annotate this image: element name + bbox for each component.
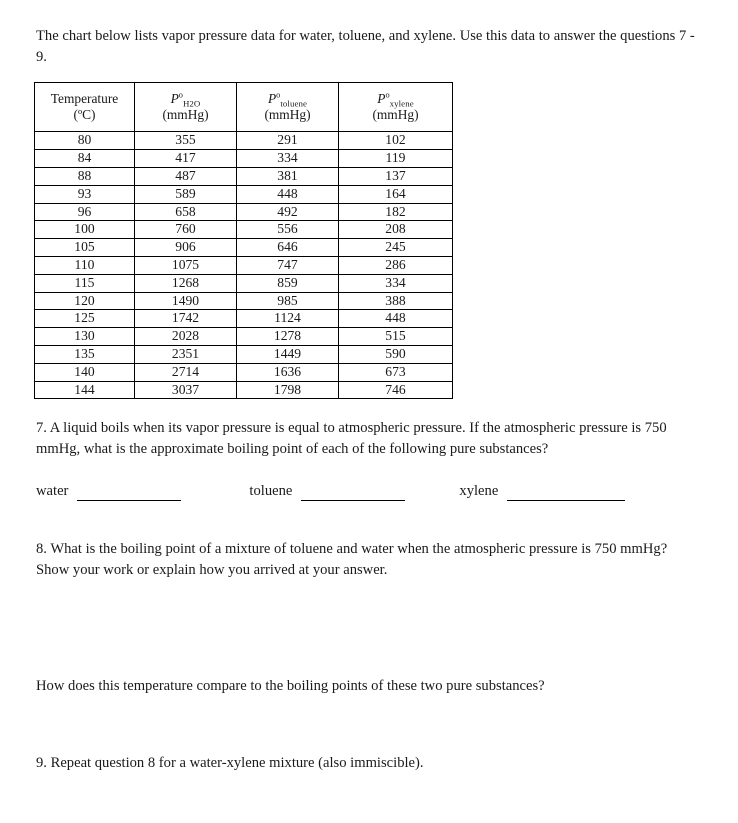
column-header-xylene <box>339 83 453 132</box>
cell-toluene-pressure: 985 <box>237 292 339 310</box>
cell-temperature: 93 <box>35 185 135 203</box>
cell-toluene-pressure: 1278 <box>237 328 339 346</box>
table-header-row <box>35 83 453 132</box>
cell-toluene-pressure: 747 <box>237 257 339 275</box>
answer-field-water <box>36 483 181 501</box>
cell-xylene-pressure: 334 <box>339 274 453 292</box>
table-row <box>35 203 453 221</box>
table-row <box>35 328 453 346</box>
table-row <box>35 310 453 328</box>
cell-water-pressure: 2028 <box>135 328 237 346</box>
question-7-block <box>36 418 720 500</box>
column-header-toluene-symbol <box>239 91 336 108</box>
question-8-text: 8. What is the boiling point of a mixture of toluene and water when the atmospheric pressure is 750 mmHg? Show your work or explain how you arrived at your answer. <box>36 540 668 578</box>
cell-xylene-pressure: 673 <box>339 363 453 381</box>
table-row <box>35 381 453 399</box>
table-row <box>35 274 453 292</box>
cell-temperature: 115 <box>35 274 135 292</box>
cell-temperature: 100 <box>35 221 135 239</box>
cell-temperature: 130 <box>35 328 135 346</box>
cell-xylene-pressure: 448 <box>339 310 453 328</box>
cell-toluene-pressure: 556 <box>237 221 339 239</box>
question-9-text: 9. Repeat question 8 for a water-xylene mixture (also immiscible). <box>36 754 424 771</box>
table-row <box>35 292 453 310</box>
cell-toluene-pressure: 291 <box>237 132 339 150</box>
cell-temperature: 88 <box>35 168 135 186</box>
answer-blank-xylene[interactable] <box>507 488 625 501</box>
column-header-toluene-units: (mmHg) <box>264 107 311 123</box>
cell-temperature: 105 <box>35 239 135 257</box>
intro-paragraph: The chart below lists vapor pressure data for water, toluene, and xylene. Use this data to answer the questions 7 - 9. <box>36 28 695 65</box>
table-row <box>35 150 453 168</box>
cell-toluene-pressure: 1449 <box>237 346 339 364</box>
answer-label-xylene: xylene <box>459 482 499 499</box>
cell-water-pressure: 658 <box>135 203 237 221</box>
cell-xylene-pressure: 164 <box>339 185 453 203</box>
pressure-symbol-base: P <box>170 90 179 106</box>
cell-temperature: 144 <box>35 381 135 399</box>
table-row <box>35 221 453 239</box>
answer-field-toluene <box>249 483 405 501</box>
column-header-temperature-line1: Temperature <box>50 90 119 106</box>
question-7-answer-row <box>36 483 720 501</box>
question-9-block <box>36 753 720 774</box>
answer-blank-water[interactable] <box>77 488 181 501</box>
cell-temperature: 140 <box>35 363 135 381</box>
vapor-pressure-table <box>34 82 453 399</box>
cell-water-pressure: 487 <box>135 168 237 186</box>
pressure-symbol-superscript: o <box>178 90 183 100</box>
question-7-text: 7. A liquid boils when its vapor pressure is equal to atmospheric pressure. If the atmospheric pressure is 750 mmHg, what is the approximate boiling point of each of the following pure substances? <box>36 420 667 458</box>
cell-water-pressure: 1268 <box>135 274 237 292</box>
cell-xylene-pressure: 515 <box>339 328 453 346</box>
pressure-symbol-superscript: o <box>385 90 390 100</box>
table-row <box>35 346 453 364</box>
cell-toluene-pressure: 492 <box>237 203 339 221</box>
cell-water-pressure: 1075 <box>135 257 237 275</box>
cell-toluene-pressure: 859 <box>237 274 339 292</box>
cell-water-pressure: 1490 <box>135 292 237 310</box>
question-8-followup-text: How does this temperature compare to the boiling points of these two pure substances? <box>36 678 545 695</box>
cell-toluene-pressure: 448 <box>237 185 339 203</box>
column-header-temperature <box>35 83 135 132</box>
column-header-water-symbol <box>137 91 234 108</box>
table-row <box>35 257 453 275</box>
cell-toluene-pressure: 1798 <box>237 381 339 399</box>
pressure-symbol-subscript: toluene <box>280 98 308 109</box>
vapor-pressure-table-wrapper <box>34 82 720 399</box>
cell-temperature: 125 <box>35 310 135 328</box>
cell-xylene-pressure: 245 <box>339 239 453 257</box>
cell-water-pressure: 417 <box>135 150 237 168</box>
pressure-symbol-base: P <box>267 90 277 106</box>
answer-label-toluene: toluene <box>249 482 293 499</box>
pressure-symbol-subscript: H2O <box>182 98 201 109</box>
cell-temperature: 135 <box>35 346 135 364</box>
table-row <box>35 168 453 186</box>
column-header-xylene-units: (mmHg) <box>372 107 419 123</box>
cell-temperature: 80 <box>35 132 135 150</box>
cell-temperature: 84 <box>35 150 135 168</box>
table-row <box>35 239 453 257</box>
cell-temperature: 110 <box>35 257 135 275</box>
cell-xylene-pressure: 286 <box>339 257 453 275</box>
cell-temperature: 96 <box>35 203 135 221</box>
cell-water-pressure: 3037 <box>135 381 237 399</box>
cell-xylene-pressure: 590 <box>339 346 453 364</box>
cell-water-pressure: 2351 <box>135 346 237 364</box>
cell-water-pressure: 906 <box>135 239 237 257</box>
question-8-followup-block <box>36 676 720 697</box>
cell-xylene-pressure: 137 <box>339 168 453 186</box>
cell-toluene-pressure: 334 <box>237 150 339 168</box>
question-8-block <box>36 539 720 580</box>
answer-label-water: water <box>36 482 69 499</box>
cell-xylene-pressure: 388 <box>339 292 453 310</box>
table-header <box>35 83 453 132</box>
answer-field-xylene <box>459 483 625 501</box>
cell-xylene-pressure: 208 <box>339 221 453 239</box>
column-header-toluene <box>237 83 339 132</box>
table-row <box>35 185 453 203</box>
table-row <box>35 132 453 150</box>
cell-toluene-pressure: 1124 <box>237 310 339 328</box>
pressure-symbol-superscript: o <box>276 90 281 100</box>
column-header-temperature-line2: (ºC) <box>73 107 96 123</box>
table-body <box>35 132 453 399</box>
cell-water-pressure: 355 <box>135 132 237 150</box>
cell-xylene-pressure: 102 <box>339 132 453 150</box>
column-header-xylene-symbol <box>341 91 450 108</box>
column-header-water <box>135 83 237 132</box>
cell-toluene-pressure: 381 <box>237 168 339 186</box>
cell-xylene-pressure: 119 <box>339 150 453 168</box>
cell-toluene-pressure: 646 <box>237 239 339 257</box>
column-header-water-units: (mmHg) <box>162 107 209 123</box>
answer-blank-toluene[interactable] <box>301 488 405 501</box>
cell-xylene-pressure: 182 <box>339 203 453 221</box>
cell-water-pressure: 2714 <box>135 363 237 381</box>
cell-water-pressure: 589 <box>135 185 237 203</box>
cell-water-pressure: 1742 <box>135 310 237 328</box>
cell-temperature: 120 <box>35 292 135 310</box>
pressure-symbol-subscript: xylene <box>389 98 414 109</box>
cell-toluene-pressure: 1636 <box>237 363 339 381</box>
cell-water-pressure: 760 <box>135 221 237 239</box>
table-row <box>35 363 453 381</box>
pressure-symbol-base: P <box>377 90 386 106</box>
cell-xylene-pressure: 746 <box>339 381 453 399</box>
